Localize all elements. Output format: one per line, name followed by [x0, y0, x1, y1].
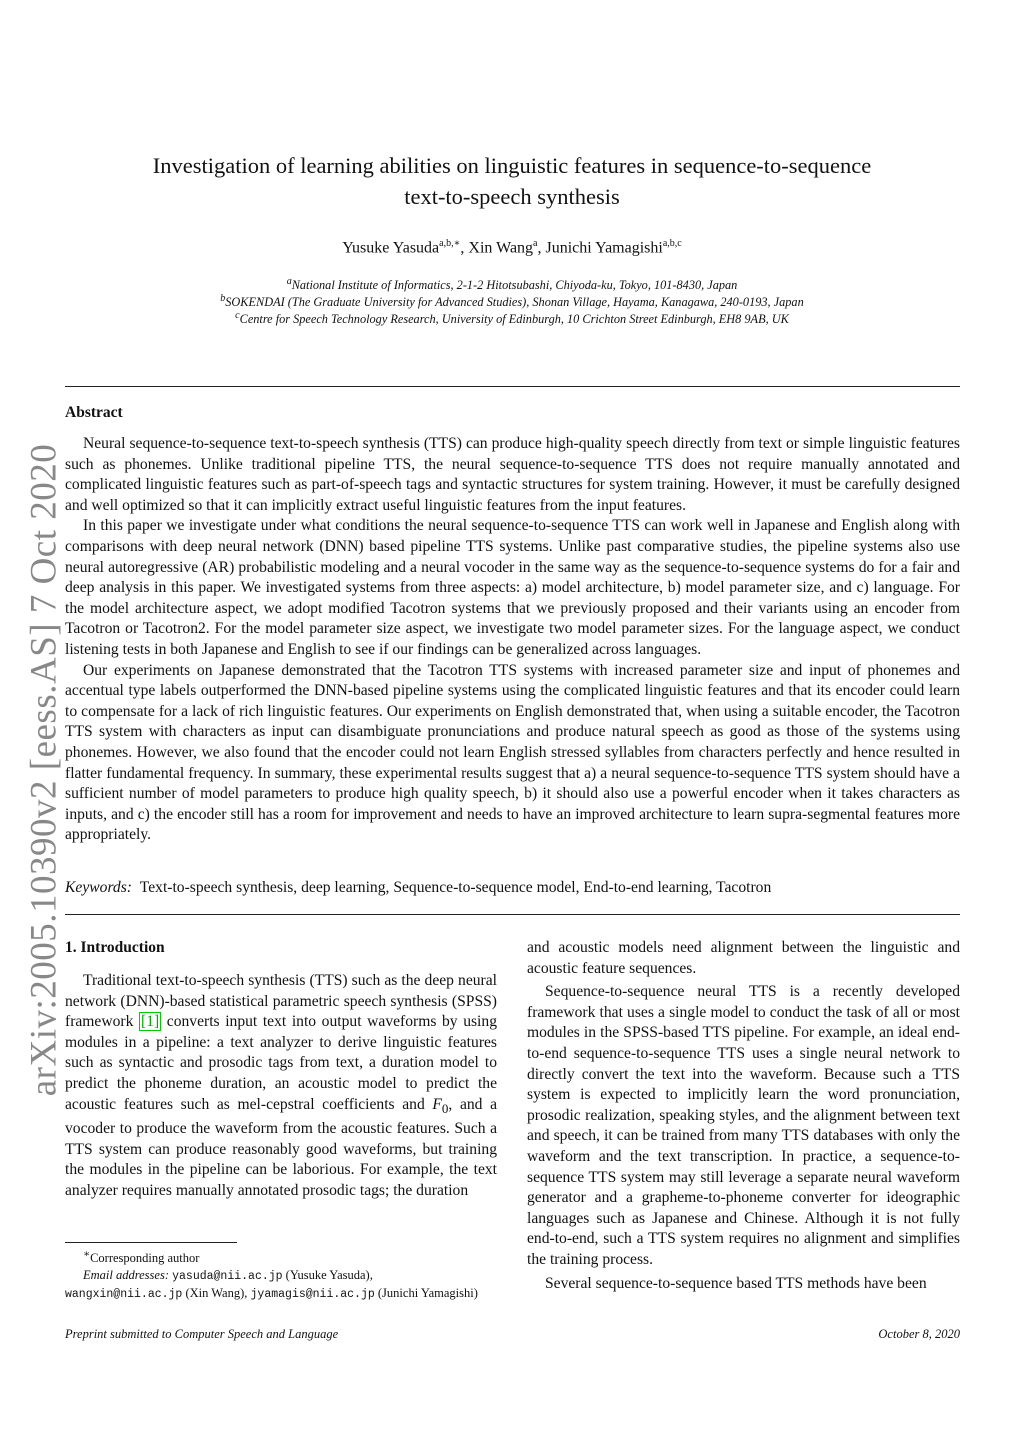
intro-paragraph: Several sequence-to-sequence based TTS methods have been — [545, 1274, 927, 1292]
affiliation-text: SOKENDAI (The Graduate University for Advanced Studies), Shonan Village, Hayama, Kanagawa, 240-0193, Japan — [225, 295, 804, 310]
affiliation-a — [60, 276, 964, 293]
intro-paragraph: Sequence-to-sequence neural TTS is a recently developed framework that uses a single model to conduct the task of all or most modules in the SPSS-based TTS pipeline. For example, an ideal end-to-end sequence-to-sequence TTS uses a single neural network to directly convert the text into the waveform. Because such a TTS system is expected to implicitly learn the word pronunciation, prosodic realization, speaking styles, and the alignment between text and speech, it can be trained from many TTS databases with only the waveform and the text transcription. In practice, a sequence-to-sequence TTS system may still leverage a separate neural waveform generator and a grapheme-to-phoneme converter for ideographic languages such as Japanese and Chinese. Although it is not fully end-to-end, such a TTS system requires no alignment and simplifies the training process. — [527, 983, 960, 1268]
section-heading-introduction: 1. Introduction — [65, 939, 165, 956]
keywords-label: Keywords: — [65, 879, 132, 896]
affiliation-text: National Institute of Informatics, 2-1-2 Hitotsubashi, Chiyoda-ku, Tokyo, 101-8430, Japan — [291, 278, 738, 293]
author-name: Xin Wang — [468, 239, 534, 257]
footnote — [65, 1246, 500, 1303]
affiliation-c — [60, 310, 964, 327]
top-divider — [65, 386, 960, 387]
author-name: Junichi Yamagishi — [545, 239, 663, 257]
author-list: Yusuke Yasuda$^{a,b,∗}$, Xin Wang$^a$, Junichi Yamagishi$^{a,b,c}$ — [342, 238, 682, 257]
affiliation-mark: b — [220, 293, 226, 304]
footnote-corresponding: ∗Corresponding author — [83, 1249, 200, 1266]
footer-preprint: Preprint submitted to Computer Speech and Language — [65, 1327, 339, 1341]
abstract-paragraph: Neural sequence-to-sequence text-to-speech synthesis (TTS) can produce high-quality speech directly from text or simple linguistic features such as phonemes. Unlike traditional pipeline TTS, the neural sequence-to-sequence TTS does not require manually annotated and complicated linguistic features such as part-of-speech tags and syntactic structures for system training. However, it must be carefully designed and well optimized so that it can implicitly extract useful linguistic features from the input features. — [65, 435, 960, 514]
affiliation-mark: a — [286, 276, 292, 287]
affiliation-text: Centre for Speech Technology Research, University of Edinburgh, 10 Crichton Street Edinburgh, EH8 9AB, UK — [239, 312, 789, 327]
email-link[interactable]: wangxin@nii.ac.jp — [65, 1288, 183, 1302]
affiliation-b — [60, 293, 964, 310]
email-link[interactable]: yasuda@nii.ac.jp — [172, 1270, 283, 1284]
author-affil-mark: a,b,∗ — [439, 238, 461, 249]
left-column — [65, 971, 497, 1202]
title-line-2: text-to-speech synthesis — [404, 184, 620, 209]
intro-paragraph: and acoustic models need alignment between the linguistic and acoustic feature sequences. — [527, 939, 960, 977]
abstract-heading: Abstract — [65, 404, 123, 421]
citation-link[interactable]: [1] — [141, 1013, 160, 1031]
footnote-emails-cont: wangxin@nii.ac.jp (Xin Wang), jyamagis@nii.ac.jp (Junichi Yamagishi) — [65, 1286, 478, 1302]
email-link[interactable]: jyamagis@nii.ac.jp — [250, 1288, 375, 1302]
author-affil-mark: a,b,c — [662, 238, 682, 249]
f0-subscript: 0 — [441, 1100, 449, 1116]
author-affil-mark: a — [533, 238, 538, 249]
f0-symbol: F — [432, 1095, 442, 1113]
keywords-text: Text-to-speech synthesis, deep learning, Sequence-to-sequence model, End-to-end learning, Tacotron — [139, 879, 772, 896]
abstract-divider — [65, 914, 960, 915]
right-column — [527, 938, 960, 1294]
arxiv-stamp-text: arXiv:2005.10390v2 [eess.AS] 7 Oct 2020 — [23, 443, 65, 1097]
paper-title — [60, 150, 964, 212]
abstract-paragraph: Our experiments on Japanese demonstrated that the Tacotron TTS systems with increased parameter size and input of phonemes and accentual type labels outperformed the DNN-based pipeline systems using the complicated linguistic features and that its encoder could learn to compensate for a lack of rich linguistic features. Our experiments on English demonstrated that, when using a suitable encoder, the Tacotron TTS system with characters as input can disambiguate pronunciations and produce natural speech as good as those of the systems using phonemes. However, we also found that the encoder could not learn English stressed syllables from characters perfectly and hence resulted in flatter fundamental frequency. In summary, these experimental results suggest that a) a neural sequence-to-sequence TTS system should have a sufficient number of model parameters to produce high quality speech, b) it should also use a powerful encoder when it takes characters as inputs, and c) the encoder still has a room for improvement and needs to have an improved architecture to learn supra-segmental features more appropriately. — [65, 661, 960, 844]
author-name: Yusuke Yasuda — [342, 239, 440, 257]
abstract-body — [65, 434, 960, 846]
footnote-rule — [65, 1242, 237, 1243]
affiliation-mark: c — [235, 310, 240, 321]
keywords — [65, 879, 960, 897]
footnote-emails: Email addresses: yasuda@nii.ac.jp (Yusuke Yasuda), — [83, 1268, 373, 1284]
abstract-paragraph: In this paper we investigate under what conditions the neural sequence-to-sequence TTS can work well in Japanese and English along with comparisons with deep neural network (DNN) based pipeline TTS systems. Unlike past comparative studies, the pipeline systems also use neural autoregressive (AR) probabilistic modeling and a neural vocoder in the same way as the sequence-to-sequence systems do for a fair and deep analysis in this paper. We investigated systems from three aspects: a) model architecture, b) model parameter size, and c) language. For the model architecture aspect, we adopt modified Tacotron systems that we previously proposed and their variants using an encoder from Tacotron or Tacotron2. For the model parameter size aspect, we investigate two model parameter sizes. For the language aspect, we conduct listening tests in both Japanese and English to see if our findings can be generalized across languages. — [65, 517, 960, 658]
title-line-1: Investigation of learning abilities on linguistic features in sequence-to-sequence — [152, 153, 872, 178]
intro-paragraph: Traditional text-to-speech synthesis (TTS) such as the deep neural network (DNN)-based statistical parametric speech synthesis (SPSS) framework [1] converts input text into output waveforms by using modules in a pipeline: a text analyzer to derive linguistic features such as syntactic and prosodic tags from text, a duration model to predict the phoneme duration, an acoustic model to predict the acoustic features such as mel-cepstral coefficients and $F_0$, and a vocoder to produce the waveform from the acoustic features. Such a TTS system can produce reasonably good waveforms, but training the modules in the pipeline can be laborious. For example, the text analyzer requires manually annotated prosodic tags; the duration — [65, 972, 497, 1200]
footer-date: October 8, 2020 — [878, 1327, 960, 1341]
